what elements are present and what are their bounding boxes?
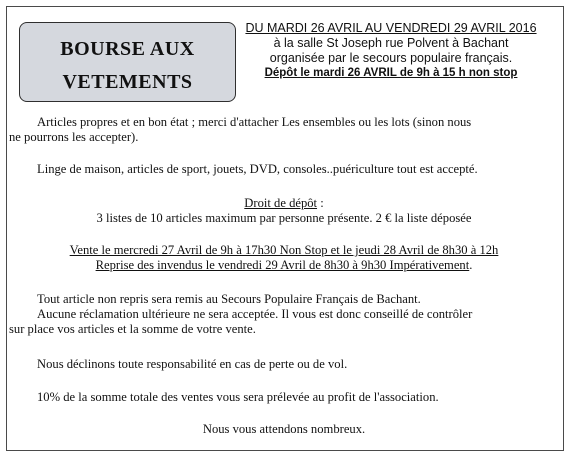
event-header (245, 21, 537, 81)
responsabilite-text: Nous déclinons toute responsabilité en cas de perte ou de vol. (37, 357, 348, 371)
reprise-period: . (469, 258, 473, 272)
non-repris-text: Tout article non repris sera remis au Secours Populaire Français de Bachant. (37, 292, 421, 306)
schedule-paragraph (9, 243, 559, 273)
articles-line-2: ne pourrons les accepter). (9, 130, 139, 144)
articles-paragraph (9, 115, 559, 145)
reclamation-line-2: sur place vos articles et la somme de votre vente. (9, 322, 256, 336)
vente-schedule: Vente le mercredi 27 Avril de 9h à 17h30 Non Stop et le jeudi 28 Avril de 8h30 à 12h (69, 243, 499, 257)
event-venue-line-2: organisée par le secours populaire français. (269, 51, 513, 65)
droit-depot-colon: : (317, 196, 324, 210)
title-line-2: VETEMENTS (62, 71, 193, 93)
droit-depot-paragraph (9, 196, 559, 226)
reprise-schedule: Reprise des invendus le vendredi 29 Avril de 8h30 à 9h30 Impérativement (95, 258, 470, 272)
pourcentage-text: 10% de la somme totale des ventes vous sera prélevée au profit de l'association. (37, 390, 439, 404)
depot-info: Dépôt le mardi 26 AVRIL de 9h à 15 h non stop (264, 67, 518, 79)
droit-depot-heading (9, 196, 559, 211)
droit-depot-detail: 3 listes de 10 articles maximum par personne présente. 2 € la liste déposée (96, 211, 472, 225)
event-venue-line-1: à la salle St Joseph rue Polvent à Bachant (273, 36, 509, 50)
title-line-1: BOURSE AUX (60, 38, 195, 60)
closing-text: Nous vous attendons nombreux. (202, 422, 366, 436)
event-dates: DU MARDI 26 AVRIL AU VENDREDI 29 AVRIL 2016 (245, 21, 537, 35)
reprise-line (9, 258, 559, 273)
droit-depot-title: Droit de dépôt (244, 196, 318, 210)
flyer-page (6, 6, 564, 451)
reclamation-line-1: Aucune réclamation ultérieure ne sera acceptée. Il vous est donc conseillé de contrôler (37, 307, 473, 321)
conditions-paragraph (9, 292, 559, 337)
title-box (19, 22, 236, 102)
articles-line-1: Articles propres et en bon état ; merci d'attacher Les ensembles ou les lots (sinon nous (37, 115, 472, 129)
accepted-items-text: Linge de maison, articles de sport, jouets, DVD, consoles..puériculture tout est accepté. (37, 162, 478, 176)
